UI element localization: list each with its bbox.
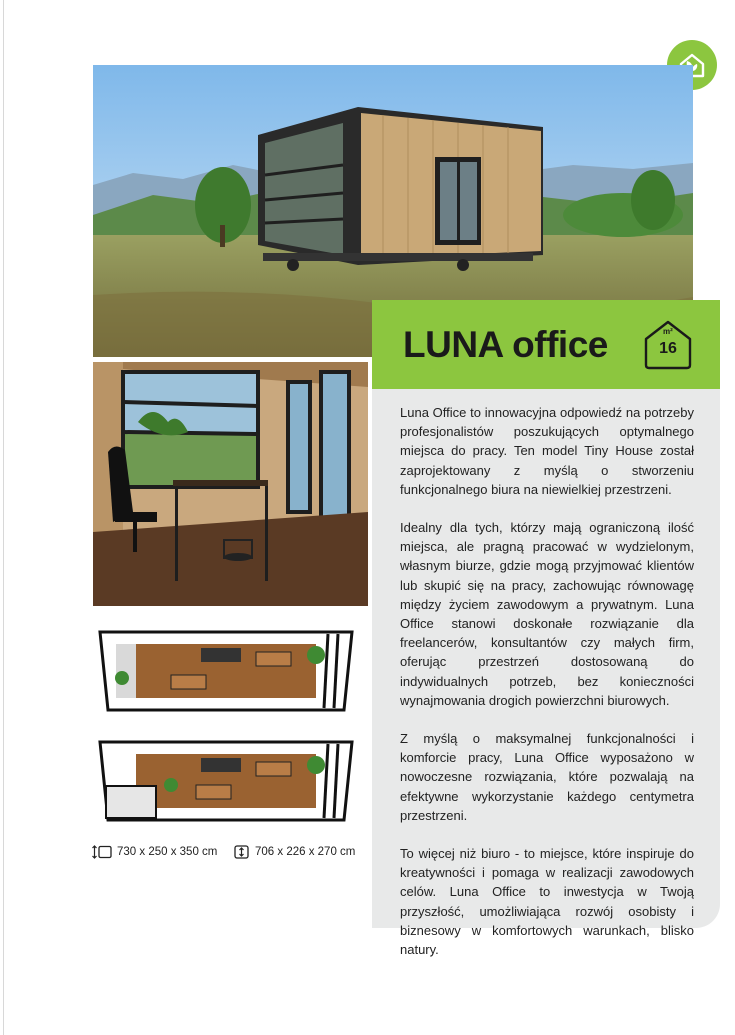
product-info-panel [372, 300, 720, 958]
description-paragraph-1: Luna Office to innowacyjna odpowiedź na potrzeby profesjonalistów poszukujących optymalnego miejsca do pracy. Ten model Tiny House został zaprojektowany z myślą o stworzeniu funkcjonalnego biura na niewielkiej przestrzeni. [400, 405, 694, 497]
product-title-bar [372, 300, 720, 389]
inner-dimensions-icon [234, 845, 250, 859]
description-paragraph-4: To więcej niż biuro - to miejsce, które inspiruje do kreatywności i pomaga w realizacji zawodowych celów. Luna Office to inwestycja w Twoją przyszłość, umożliwiająca rozwój osobisty i biznesowy w komfortowych warunkach, blisko natury. [400, 846, 694, 958]
outer-dimensions-value: 730 x 250 x 350 cm [117, 846, 218, 858]
product-title: LUNA office [403, 324, 608, 365]
description-paragraph-3: Z myślą o maksymalnej funkcjonalności i komforcie pracy, Luna Office wyposażono w nowoczesne rozwiązania, które pozwalają na efektywne wykorzystanie każdego centymetra przestrzeni. [400, 731, 694, 823]
description-paragraph-2: Idealny dla tych, którzy mają ograniczoną ilość miejsca, ale pragną pracować w wydzielonym, własnym biurze, gdzie mogą przyjmować klientów lub skupić się na pracy, zachowując równowagę między życiem zawodowym a prywatnym. Luna Office stanowi doskonałe rozwiązanie dla freelancerów, konsultantów czy małych firm, oferując przestrzeń dostosowaną do indywidualnych potrzeb, bez konieczności wynajmowania drogich powierzchni biurowych. [400, 520, 694, 708]
floor-plan-variant-1 [96, 630, 354, 712]
product-description [400, 403, 694, 978]
area-value: 16 [659, 340, 677, 357]
floor-plan-variant-2 [96, 740, 354, 822]
area-badge [643, 319, 693, 371]
area-unit: m² [663, 327, 673, 336]
page-edge-line [3, 0, 4, 1035]
inner-dimensions-value: 706 x 226 x 270 cm [255, 846, 356, 858]
outer-dimensions [92, 845, 217, 859]
outer-dimensions-icon [92, 845, 112, 859]
inner-dimensions [234, 845, 355, 859]
interior-office-photo [93, 362, 368, 606]
